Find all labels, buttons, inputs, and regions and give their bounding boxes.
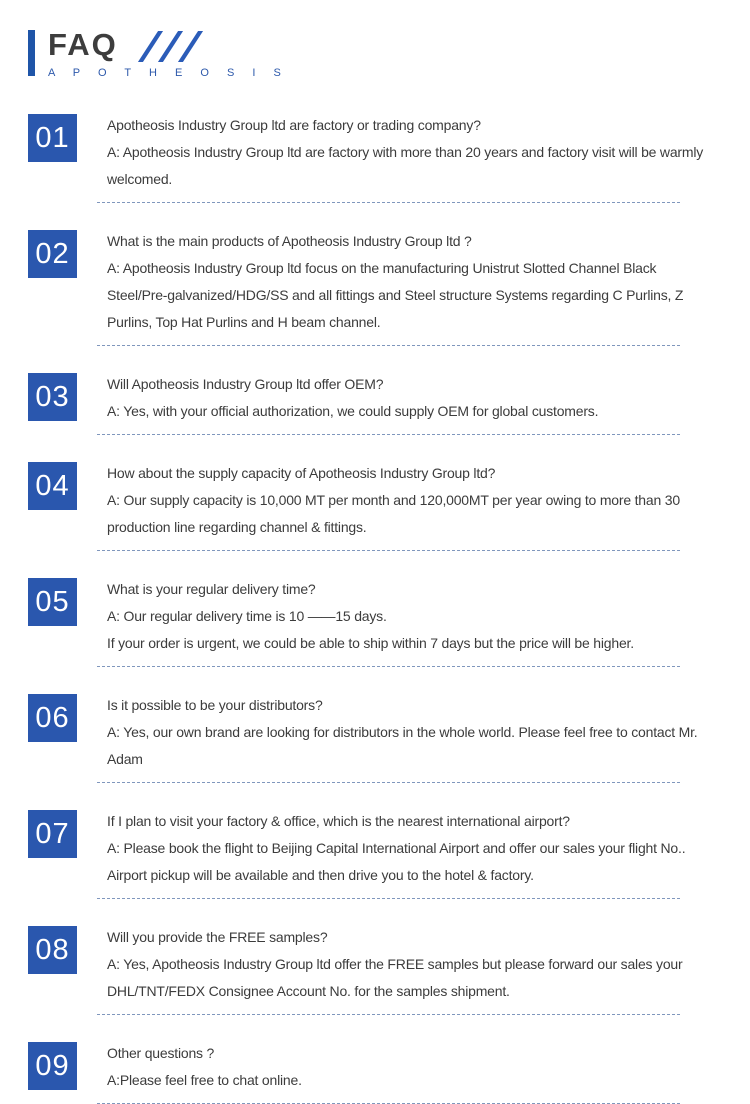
item-separator	[97, 898, 680, 899]
answer-text: A: Yes, with your official authorization, we could supply OEM for global customers.	[107, 403, 599, 419]
faq-item-06	[28, 692, 707, 783]
triple-slash-icon	[148, 31, 193, 62]
page-header	[28, 27, 707, 79]
faq-item-05	[28, 576, 707, 667]
qa-block	[107, 576, 707, 657]
answer-text: If your order is urgent, we could be able to ship within 7 days but the price will be higher.	[107, 635, 634, 651]
item-separator	[97, 666, 680, 667]
item-separator	[97, 202, 680, 203]
item-number-badge: 02	[28, 230, 77, 278]
item-separator	[97, 782, 680, 783]
item-separator	[97, 345, 680, 346]
answer-text: A: Our supply capacity is 10,000 MT per month and 120,000MT per year owing to more than 30 production line regarding channel & fittings.	[107, 492, 680, 535]
page-title: FAQ	[48, 27, 118, 62]
faq-item-09	[28, 1040, 707, 1104]
item-separator	[97, 1014, 680, 1015]
question-text: Other questions ?	[107, 1045, 215, 1061]
faq-item-02	[28, 228, 707, 346]
item-number-badge: 05	[28, 578, 77, 626]
qa-block	[107, 371, 707, 425]
faq-list	[28, 112, 707, 1104]
item-separator	[97, 550, 680, 551]
qa-block	[107, 228, 707, 336]
answer-text: A: Apotheosis Industry Group ltd focus on the manufacturing Unistrut Slotted Channel Black Steel/Pre-galvanized/HDG/SS and all fittings and Steel structure Systems regarding C Purlins, Z Purlins, Top Hat Purlins and H beam channel.	[107, 260, 684, 330]
faq-item-04	[28, 460, 707, 551]
slash-icon	[138, 31, 163, 62]
item-number-badge: 01	[28, 114, 77, 162]
faq-item-01	[28, 112, 707, 203]
qa-block	[107, 1040, 707, 1094]
question-text: How about the supply capacity of Apotheosis Industry Group ltd?	[107, 465, 496, 481]
item-number-badge: 03	[28, 373, 77, 421]
question-text: What is your regular delivery time?	[107, 581, 316, 597]
question-text: Will you provide the FREE samples?	[107, 929, 328, 945]
faq-item-03	[28, 371, 707, 435]
qa-block	[107, 808, 707, 889]
answer-text: A: Please book the flight to Beijing Capital International Airport and offer our sales your flight No.. Airport pickup will be available and then drive you to the hotel & factory.	[107, 840, 686, 883]
answer-text: A: Our regular delivery time is 10 ——15 days.	[107, 608, 387, 624]
qa-block	[107, 112, 707, 193]
question-text: Apotheosis Industry Group ltd are factory or trading company?	[107, 117, 481, 133]
question-text: Is it possible to be your distributors?	[107, 697, 323, 713]
faq-item-08	[28, 924, 707, 1015]
qa-block	[107, 460, 707, 541]
logo-accent-bar	[28, 30, 35, 76]
item-separator	[97, 434, 680, 435]
answer-text: A:Please feel free to chat online.	[107, 1072, 302, 1088]
question-text: If I plan to visit your factory & office, which is the nearest international airport?	[107, 813, 570, 829]
item-number-badge: 04	[28, 462, 77, 510]
question-text: What is the main products of Apotheosis Industry Group ltd ?	[107, 233, 472, 249]
answer-text: A: Yes, our own brand are looking for distributors in the whole world. Please feel free to contact Mr. Adam	[107, 724, 698, 767]
slash-icon	[178, 31, 203, 62]
item-number-badge: 08	[28, 926, 77, 974]
item-number-badge: 07	[28, 810, 77, 858]
answer-text: A: Yes, Apotheosis Industry Group ltd offer the FREE samples but please forward our sales your DHL/TNT/FEDX Consignee Account No. for the samples shipment.	[107, 956, 683, 999]
item-number-badge: 06	[28, 694, 77, 742]
logo-text-block	[48, 27, 289, 79]
qa-block	[107, 924, 707, 1005]
qa-block	[107, 692, 707, 773]
brand-subtitle: A P O T H E O S I S	[48, 67, 289, 79]
answer-text: A: Apotheosis Industry Group ltd are factory with more than 20 years and factory visit will be warmly welcomed.	[107, 144, 704, 187]
slash-icon	[158, 31, 183, 62]
item-number-badge: 09	[28, 1042, 77, 1090]
question-text: Will Apotheosis Industry Group ltd offer OEM?	[107, 376, 384, 392]
faq-item-07	[28, 808, 707, 899]
